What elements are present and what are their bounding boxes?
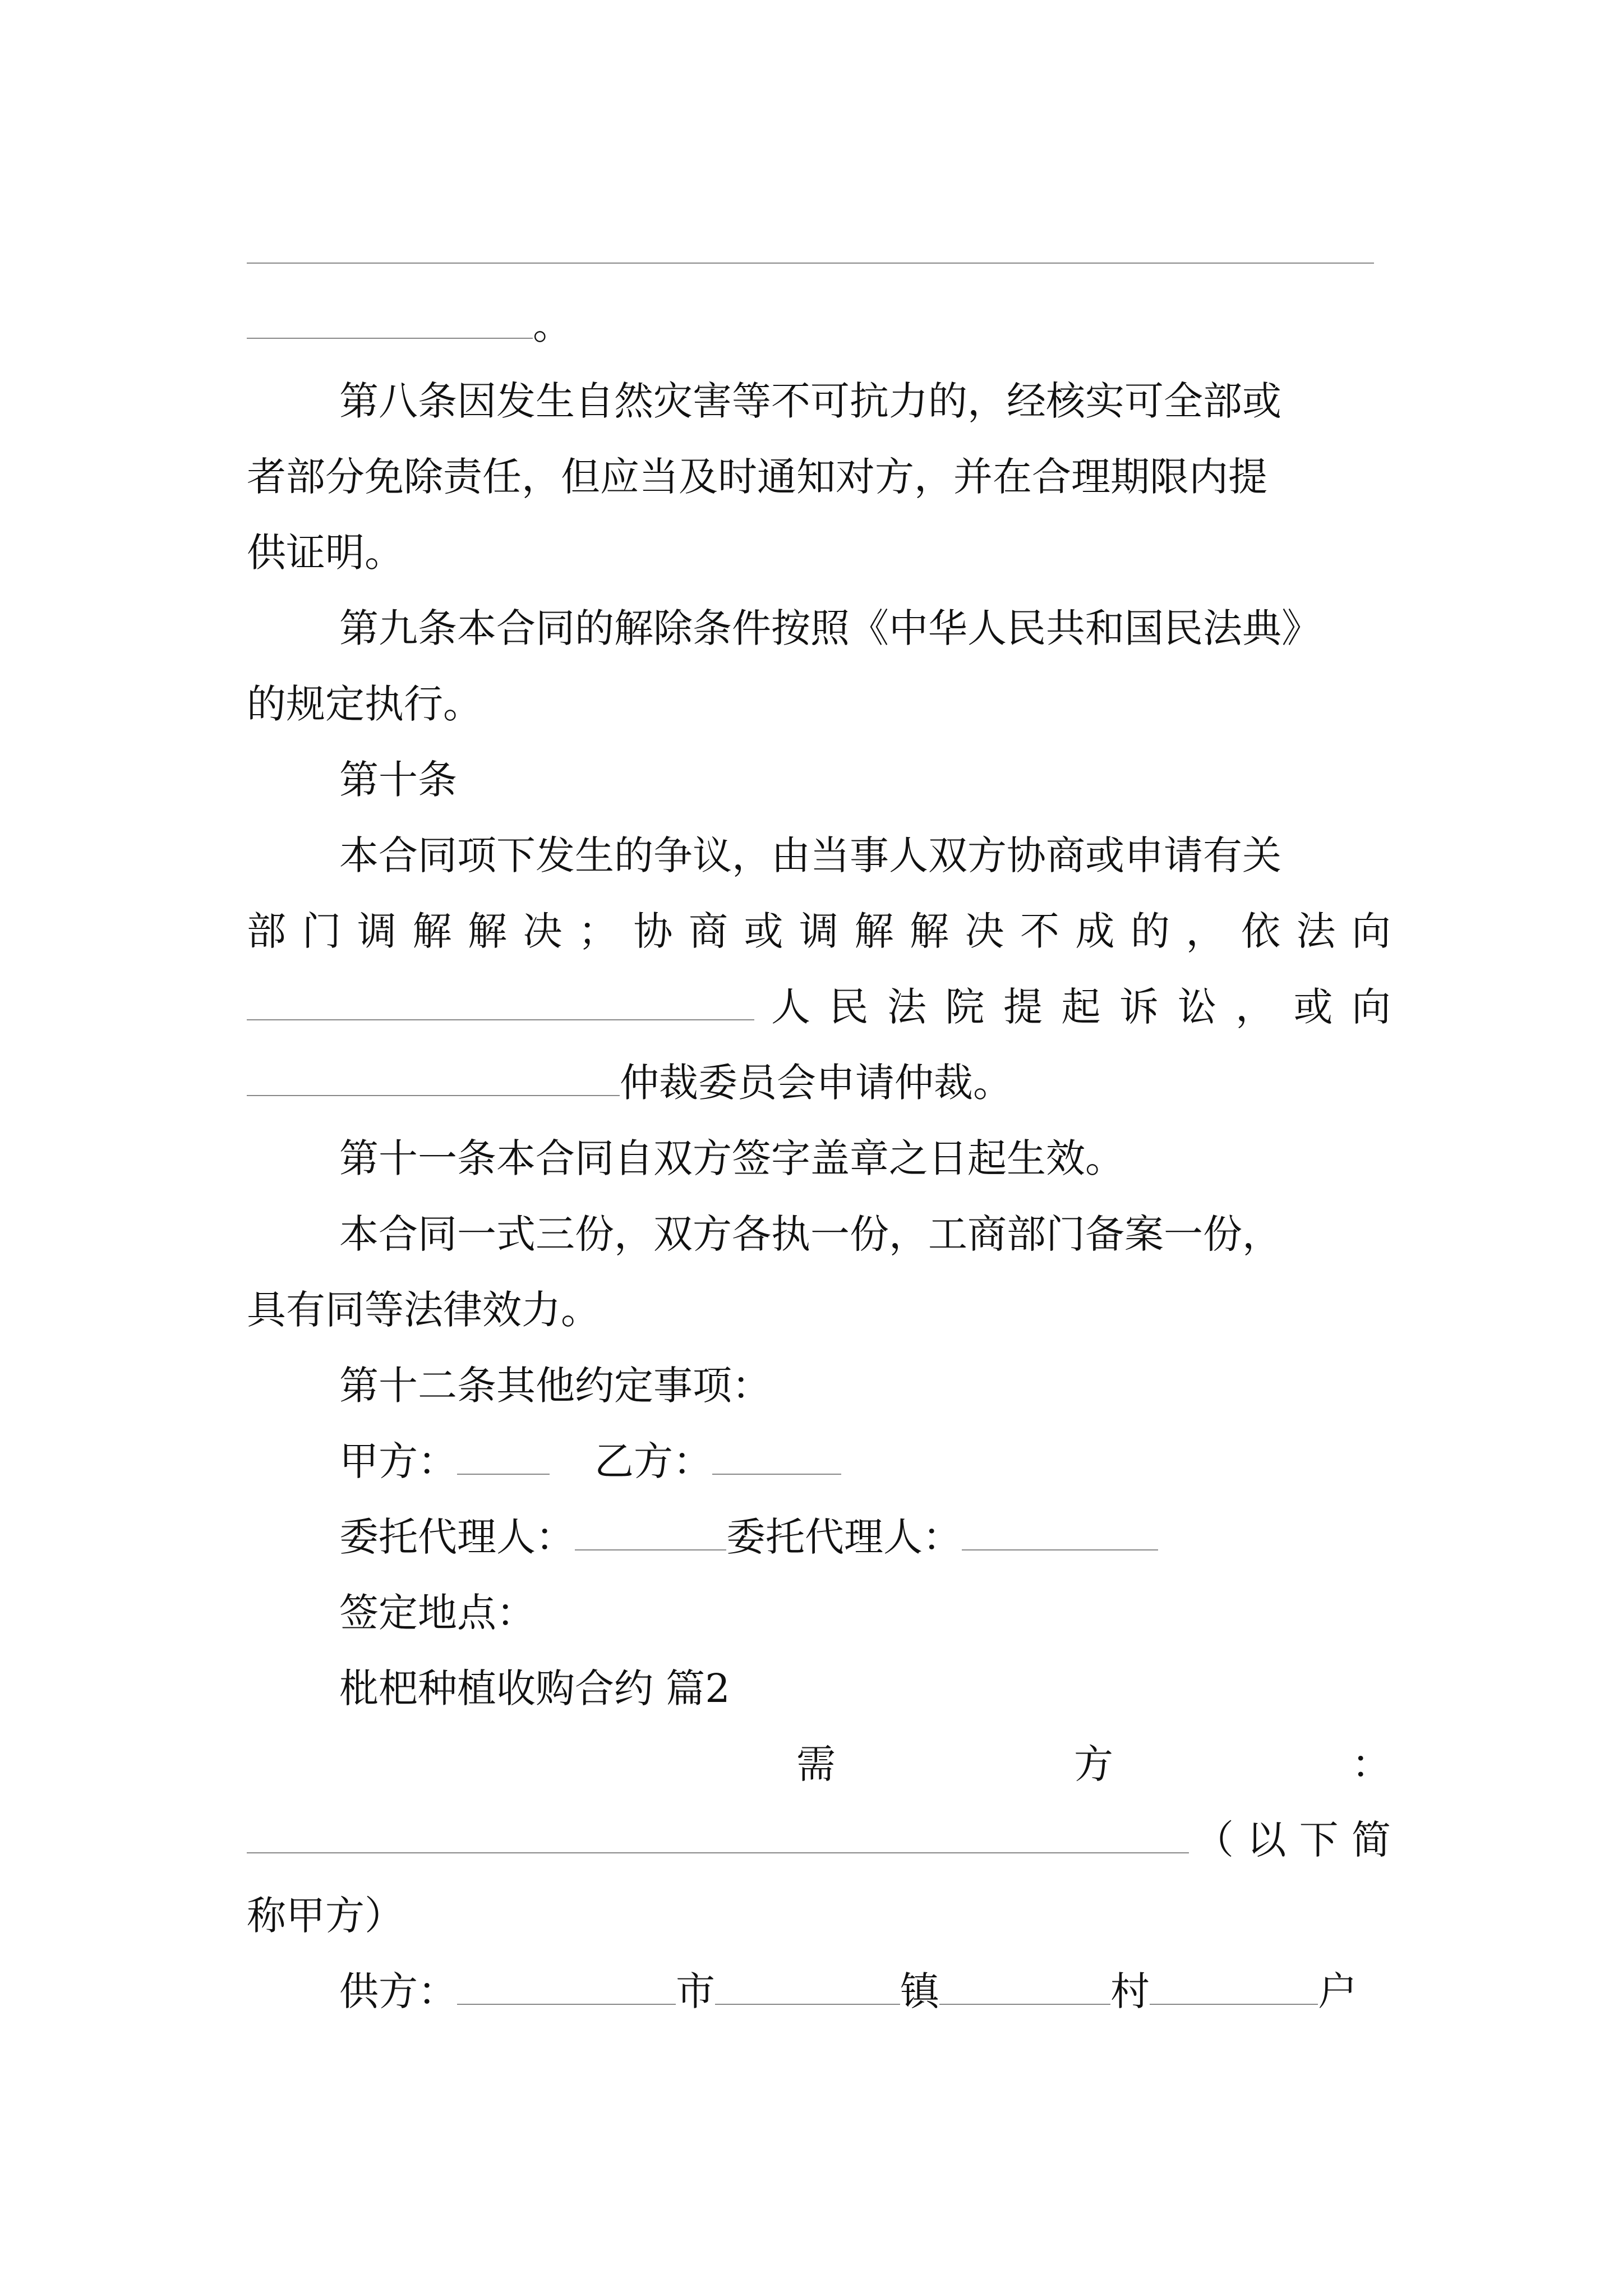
- spaced-char: 决: [965, 908, 1004, 954]
- supply-town-label: 镇: [900, 1968, 939, 2014]
- copies-line-1: 本合同一式三份，双方各执一份，工商部门备案一份，: [339, 1211, 1281, 1257]
- spaced-char: 协: [633, 908, 673, 954]
- spaced-char: 方: [1074, 1741, 1113, 1787]
- spaced-char: 调: [357, 908, 396, 954]
- party-b-blank: [712, 1434, 841, 1475]
- spaced-char: ；: [578, 908, 617, 954]
- article-10-title: 第十条: [339, 757, 457, 803]
- spaced-char: 解: [412, 908, 452, 954]
- spaced-char: 需: [796, 1741, 836, 1787]
- court-fill-blank: [247, 980, 754, 1020]
- demand-party-blank: [247, 1813, 1189, 1853]
- supply-label: 供方：: [339, 1968, 457, 2014]
- supply-party-line: [339, 1963, 1391, 2019]
- demand-party-line-2: [247, 1812, 1391, 1868]
- supply-town-blank: [939, 1964, 1110, 2005]
- spaced-char: 或: [744, 908, 783, 954]
- article-10-line-2: [247, 903, 1391, 959]
- spaced-char: 部: [247, 908, 286, 954]
- agent-a-blank: [575, 1510, 726, 1550]
- spaced-char: 向: [1352, 984, 1391, 1030]
- spaced-char: 的: [1131, 908, 1170, 954]
- article-10-line-4-text: 仲裁委员会申请仲裁。: [620, 1060, 1012, 1106]
- article-10-line-3-text: [771, 979, 1391, 1035]
- article-8-line-2: 者部分免除责任，但应当及时通知对方，并在合理期限内提: [247, 454, 1267, 500]
- article-8-line-1: 第八条因发生自然灾害等不可抗力的，经核实可全部或: [339, 378, 1281, 424]
- demand-party-line-1: [796, 1736, 1391, 1792]
- fill-blank: [247, 298, 533, 339]
- party-a-blank: [457, 1434, 550, 1475]
- spaced-char: 调: [799, 908, 838, 954]
- spaced-char: 提: [1003, 984, 1043, 1030]
- parties-line: [339, 1433, 1391, 1489]
- spaced-char: 起: [1061, 984, 1101, 1030]
- spaced-char: ，: [1186, 908, 1225, 954]
- spaced-char: 简: [1351, 1817, 1391, 1863]
- spaced-char: 或: [1293, 984, 1333, 1030]
- spaced-char: 决: [523, 908, 562, 954]
- spaced-char: 讼: [1177, 984, 1217, 1030]
- spaced-char: 以: [1247, 1817, 1287, 1863]
- spaced-char: 院: [945, 984, 985, 1030]
- spaced-char: （: [1195, 1817, 1234, 1863]
- spaced-char: ：: [1352, 1741, 1391, 1787]
- text-line: [247, 297, 1391, 353]
- party-a-label: 甲方：: [339, 1438, 457, 1484]
- article-12: 第十二条其他约定事项：: [339, 1363, 771, 1409]
- agent-a-label: 委托代理人：: [339, 1514, 575, 1560]
- spaced-char: 诉: [1119, 984, 1159, 1030]
- article-10-line-1: 本合同项下发生的争议，由当事人双方协商或申请有关: [339, 832, 1281, 878]
- spaced-char: 向: [1352, 908, 1391, 954]
- supply-name-blank: [457, 1964, 676, 2005]
- spaced-char: 商: [689, 908, 728, 954]
- supply-household-label: 户: [1318, 1968, 1357, 2014]
- period-text: 。: [533, 302, 572, 348]
- spaced-char: 不: [1020, 908, 1059, 954]
- copies-line-2: 具有同等法律效力。: [247, 1287, 600, 1333]
- supply-village-blank: [1150, 1964, 1318, 2005]
- section-title: 枇杷种植收购合约 篇2: [339, 1665, 730, 1711]
- agent-b-label: 委托代理人：: [726, 1514, 962, 1560]
- spaced-char: 法: [1296, 908, 1336, 954]
- article-10-line-3: [247, 979, 1391, 1035]
- agents-line: [339, 1509, 1391, 1565]
- article-9-line-2: 的规定执行。: [247, 681, 482, 727]
- party-b-label: 乙方：: [594, 1438, 712, 1484]
- spaced-char: 下: [1299, 1817, 1339, 1863]
- spaced-char: 成: [1075, 908, 1115, 954]
- spaced-char: 依: [1241, 908, 1280, 954]
- demand-party-line-3: 称甲方）: [247, 1893, 404, 1939]
- article-11: 第十一条本合同自双方签字盖章之日起生效。: [339, 1135, 1124, 1181]
- article-9-line-1: 第九条本合同的解除条件按照《中华人民共和国民法典》: [339, 605, 1321, 651]
- spaced-char: 解: [854, 908, 894, 954]
- spaced-char: 解: [468, 908, 507, 954]
- supply-city-label: 市: [676, 1968, 715, 2014]
- article-10-line-4: [247, 1055, 1391, 1111]
- spaced-char: ，: [1235, 984, 1275, 1030]
- demand-party-line-2-text: [1195, 1812, 1391, 1868]
- arbitration-fill-blank: [247, 1056, 620, 1096]
- article-8-line-3: 供证明。: [247, 530, 404, 576]
- agent-b-blank: [962, 1510, 1158, 1550]
- sign-place: 签定地点：: [339, 1590, 536, 1636]
- supply-village-label: 村: [1110, 1968, 1150, 2014]
- supply-city-blank: [715, 1964, 900, 2005]
- spaced-char: 民: [829, 984, 869, 1030]
- spaced-char: 法: [887, 984, 926, 1030]
- fill-blank-line: [247, 263, 1374, 264]
- spaced-char: 门: [302, 908, 342, 954]
- spaced-char: 人: [771, 984, 810, 1030]
- spaced-char: 解: [910, 908, 949, 954]
